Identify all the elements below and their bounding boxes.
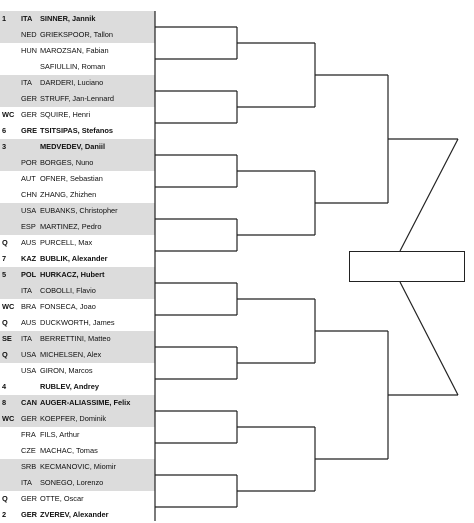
player-seed: 8 (2, 398, 7, 407)
player-nation: BRA (21, 302, 37, 311)
player-seed: WC (2, 110, 15, 119)
player-name: OFNER, Sebastian (40, 174, 103, 183)
player-name: SONEGO, Lorenzo (40, 478, 104, 487)
player-seed: 7 (2, 254, 7, 263)
player-name: FONSECA, Joao (40, 302, 96, 311)
player-seed: 6 (2, 126, 7, 135)
player-nation: CZE (21, 446, 36, 455)
player-name: PURCELL, Max (40, 238, 93, 247)
player-name: STRUFF, Jan-Lennard (40, 94, 114, 103)
player-nation: CHN (21, 190, 38, 199)
player-seed: Q (2, 350, 8, 359)
player-seed: 4 (2, 382, 7, 391)
player-name: FILS, Arthur (40, 430, 80, 439)
player-name: BUBLIK, Alexander (40, 254, 108, 263)
player-name: COBOLLI, Flavio (40, 286, 96, 295)
player-nation: SRB (21, 462, 37, 471)
player-nation: POL (21, 270, 37, 279)
player-seed: 2 (2, 510, 7, 519)
player-seed: 3 (2, 142, 7, 151)
player-nation: GRE (21, 126, 38, 135)
player-name: OTTE, Oscar (40, 494, 84, 503)
player-name: GIRON, Marcos (40, 366, 93, 375)
player-nation: GER (21, 94, 38, 103)
player-name: EUBANKS, Christopher (40, 206, 118, 215)
player-nation: FRA (21, 430, 36, 439)
player-nation: GER (21, 414, 38, 423)
player-nation: GER (21, 110, 38, 119)
player-name: TSITSIPAS, Stefanos (40, 126, 113, 135)
player-seed: 5 (2, 270, 7, 279)
player-seed: SE (2, 334, 12, 343)
player-nation: AUT (21, 174, 36, 183)
player-nation: AUS (21, 318, 37, 327)
player-name: DUCKWORTH, James (40, 318, 115, 327)
player-name: HURKACZ, Hubert (40, 270, 105, 279)
player-name: BORGES, Nuno (40, 158, 94, 167)
player-nation: ESP (21, 222, 36, 231)
player-seed: Q (2, 494, 8, 503)
player-nation: ITA (21, 78, 32, 87)
player-name: RUBLEV, Andrey (40, 382, 100, 391)
player-nation: ITA (21, 14, 33, 23)
bracket-final-line (400, 282, 458, 395)
player-nation: NED (21, 30, 37, 39)
player-nation: USA (21, 350, 37, 359)
player-nation: KAZ (21, 254, 37, 263)
player-nation: ITA (21, 334, 32, 343)
player-nation: ITA (21, 478, 32, 487)
player-name: MARTINEZ, Pedro (40, 222, 102, 231)
bracket-final-line (400, 139, 458, 251)
player-seed: Q (2, 238, 8, 247)
player-nation: CAN (21, 398, 38, 407)
final-winner-box (349, 251, 465, 282)
player-nation: ITA (21, 286, 32, 295)
player-name: ZHANG, Zhizhen (40, 190, 97, 199)
player-seed: Q (2, 318, 8, 327)
player-name: GRIEKSPOOR, Tallon (40, 30, 113, 39)
player-name: DARDERI, Luciano (40, 78, 104, 87)
player-name: SAFIULLIN, Roman (40, 62, 106, 71)
player-nation: AUS (21, 238, 37, 247)
player-name: KECMANOVIC, Miomir (40, 462, 116, 471)
player-name: SINNER, Jannik (40, 14, 96, 23)
player-name: MACHAC, Tomas (40, 446, 98, 455)
player-nation: POR (21, 158, 38, 167)
player-nation: HUN (21, 46, 38, 55)
player-seed: WC (2, 302, 15, 311)
player-name: MICHELSEN, Alex (40, 350, 102, 359)
player-name: SQUIRE, Henri (40, 110, 91, 119)
player-name: BERRETTINI, Matteo (40, 334, 111, 343)
player-nation: USA (21, 366, 37, 375)
player-name: MAROZSAN, Fabian (40, 46, 109, 55)
player-name: ZVEREV, Alexander (40, 510, 109, 519)
player-name: MEDVEDEV, Daniil (40, 142, 106, 151)
player-nation: GER (21, 510, 38, 519)
player-nation: GER (21, 494, 38, 503)
player-name: KOEPFER, Dominik (40, 414, 107, 423)
player-seed: WC (2, 414, 15, 423)
player-name: AUGER-ALIASSIME, Felix (40, 398, 131, 407)
player-nation: USA (21, 206, 37, 215)
player-seed: 1 (2, 14, 7, 23)
